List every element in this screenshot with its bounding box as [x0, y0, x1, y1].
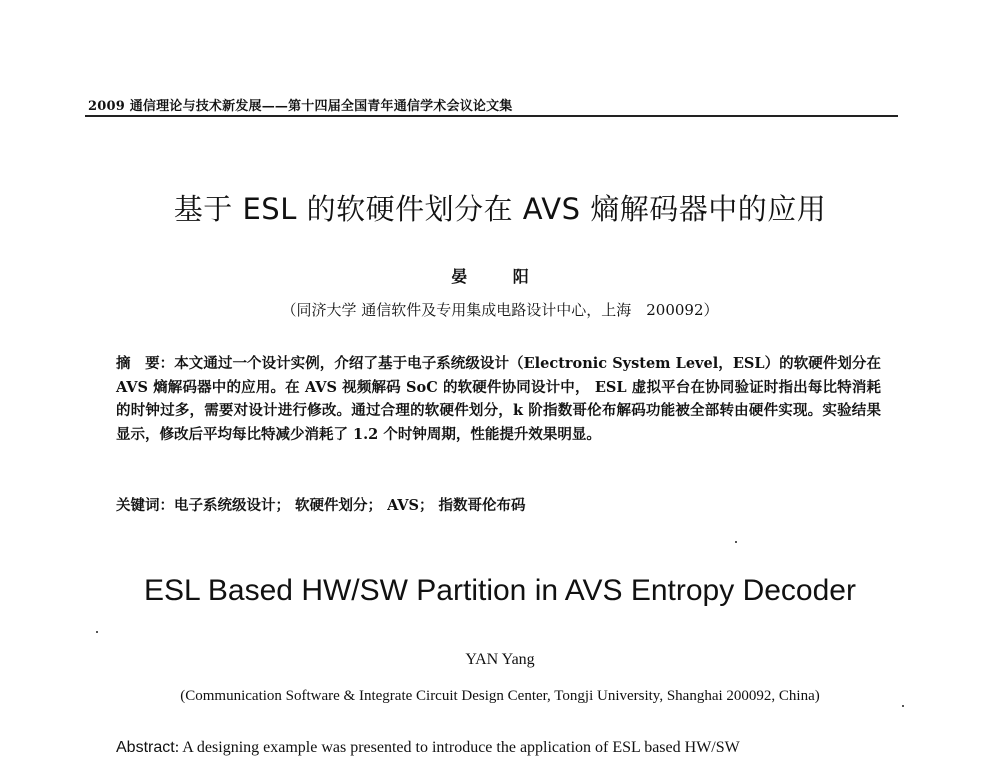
chinese-abstract	[116, 352, 881, 446]
scan-speck	[902, 705, 904, 707]
scan-speck	[735, 541, 737, 543]
chinese-affiliation: （同济大学 通信软件及专用集成电路设计中心，上海 200092）	[281, 301, 719, 319]
chinese-abstract-label: 摘 要：	[116, 355, 175, 372]
chinese-author: 晏 阳	[451, 267, 549, 286]
english-abstract-text: : A designing example was presented to introduce the application of ESL based HW/SW	[174, 739, 740, 756]
header-rule	[85, 115, 898, 117]
scan-speck	[96, 631, 98, 633]
english-abstract-label: Abstract	[116, 739, 175, 756]
chinese-keywords-label: 关键词：	[116, 497, 174, 514]
english-author: YAN Yang	[465, 651, 535, 668]
running-header: 2009 通信理论与技术新发展——第十四届全国青年通信学术会议论文集	[88, 99, 513, 114]
chinese-keywords	[116, 494, 881, 515]
english-title: ESL Based HW/SW Partition in AVS Entropy Decoder	[144, 574, 856, 607]
chinese-keywords-text: 电子系统级设计； 软硬件划分； AVS； 指数哥伦布码	[174, 497, 526, 514]
chinese-title: 基于 ESL 的软硬件划分在 AVS 熵解码器中的应用	[173, 192, 827, 226]
chinese-abstract-text: 本文通过一个设计实例，介绍了基于电子系统级设计（Electronic System Level，ESL）的软硬件划分在 AVS 熵解码器中的应用。在 AVS 视频解码 SoC 的软硬件协同设计中， ESL 虚拟平台在协同验证时指出每比特消耗的时钟过多，需要对设计进行修改。通过合理的软硬件划分，k 阶指数哥伦布解码功能被全部转由硬件实现。实验结果显示，修改后平均每比特减少消耗了 1.2 个时钟周期，性能提升效果明显。	[116, 355, 881, 443]
english-abstract	[116, 739, 886, 757]
english-affiliation: (Communication Software & Integrate Circuit Design Center, Tongji University, Shanghai 200092, China)	[180, 688, 820, 704]
